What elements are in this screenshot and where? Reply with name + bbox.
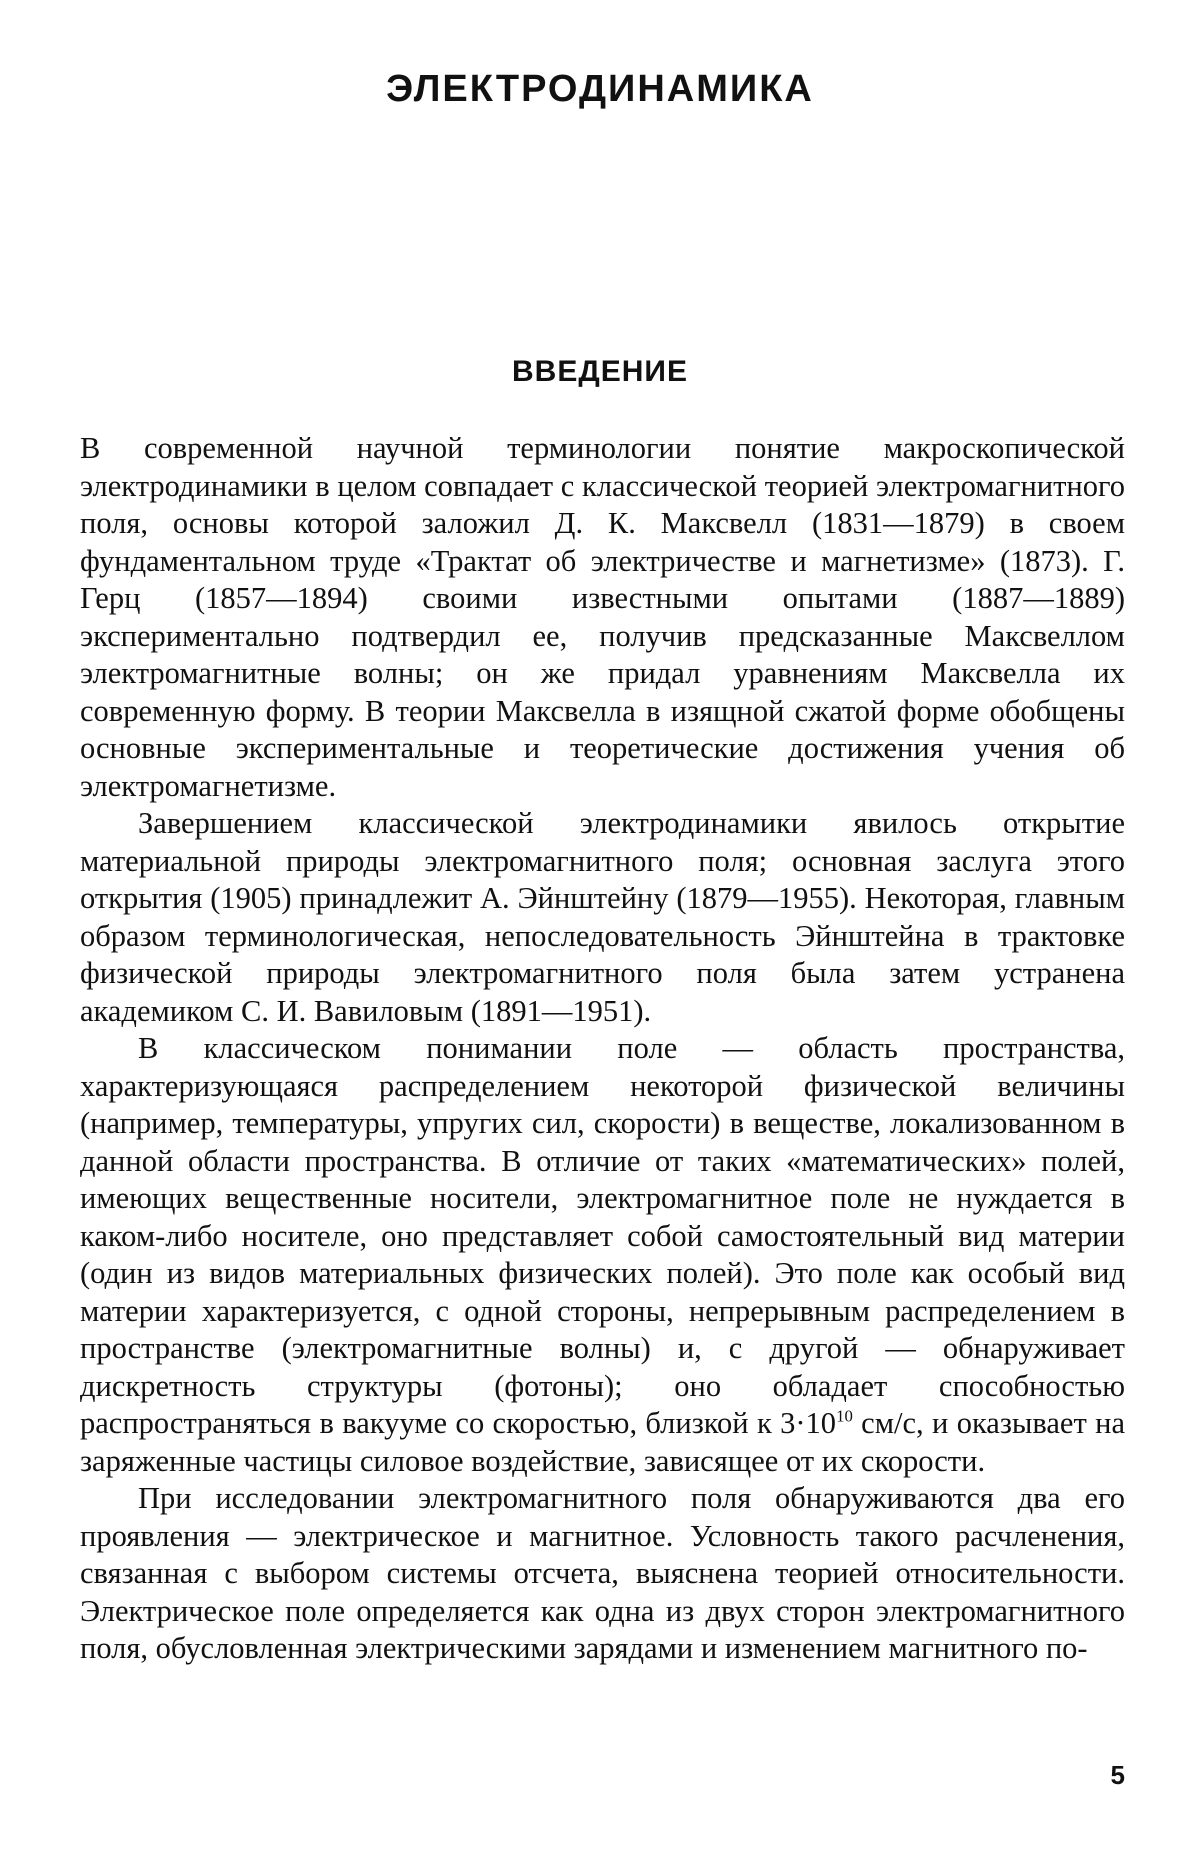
body-text: [80, 430, 1125, 1668]
page-title: ЭЛЕКТРОДИНАМИКА: [386, 68, 814, 110]
paragraph-1: В современной научной терминологии понятие макроскопической электродинамики в целом совпадает с классической теорией электромагнитного поля, основы которой заложил Д. К. Максвелл (1831—1879) в своем фундаментальном труде «Трактат об электричестве и магнетизме» (1873). Г. Герц (1857—1894) своими известными опытами (1887—1889) экспериментально подтвердил ее, получив предсказанные Максвеллом электромагнитные волны; он же придал уравнениям Максвелла их современную форму. В теории Максвелла в изящной сжатой форме обобщены основные экспериментальные и теоретические достижения учения об электромагнетизме.: [80, 431, 1125, 803]
paragraph-3-text-before: В классическом понимании поле — область пространства, характеризующаяся распределением некоторой физической величины (например, температуры, упругих сил, скорости) в веществе, локализованном в данной области пространства. В отличие от таких «математических» полей, имеющих вещественные носители, электромагнитное поле не нуждается в каком-либо носителе, оно представляет собой самостоятельный вид материи (один из видов материальных физических полей). Это поле как особый вид материи характеризуется, с одной стороны, непрерывным распределением в пространстве (электромагнитные волны) и, с другой — обнаруживает дискретность структуры (фотоны); оно обладает способностью распространяться в вакууме со скоростью, близкой к 3·10: [80, 1031, 1125, 1440]
exponent: 10: [836, 1406, 853, 1426]
section-heading: ВВЕДЕНИЕ: [512, 355, 688, 388]
paragraph-4: При исследовании электромагнитного поля обнаруживаются два его проявления — электрическое и магнитное. Условность такого расчленения, связанная с выбором системы отсчета, выяснена теорией относительности. Электрическое поле определяется как одна из двух сторон электромагнитного поля, обусловленная электрическими зарядами и изменением магнитного по-: [80, 1481, 1125, 1665]
paragraph-2: Завершением классической электродинамики явилось открытие материальной природы электромагнитного поля; основная заслуга этого открытия (1905) принадлежит А. Эйнштейну (1879—1955). Некоторая, главным образом терминологическая, непоследовательность Эйнштейна в трактовке физической природы электромагнитного поля была затем устранена академиком С. И. Вавиловым (1891—1951).: [80, 806, 1125, 1028]
paragraph-3: [80, 1030, 1125, 1480]
page-number: 5: [1110, 1760, 1125, 1790]
paragraph-3-text-after: см/с, и оказывает на заряженные частицы силовое воздействие, зависящее от их скорости.: [80, 1406, 1125, 1478]
